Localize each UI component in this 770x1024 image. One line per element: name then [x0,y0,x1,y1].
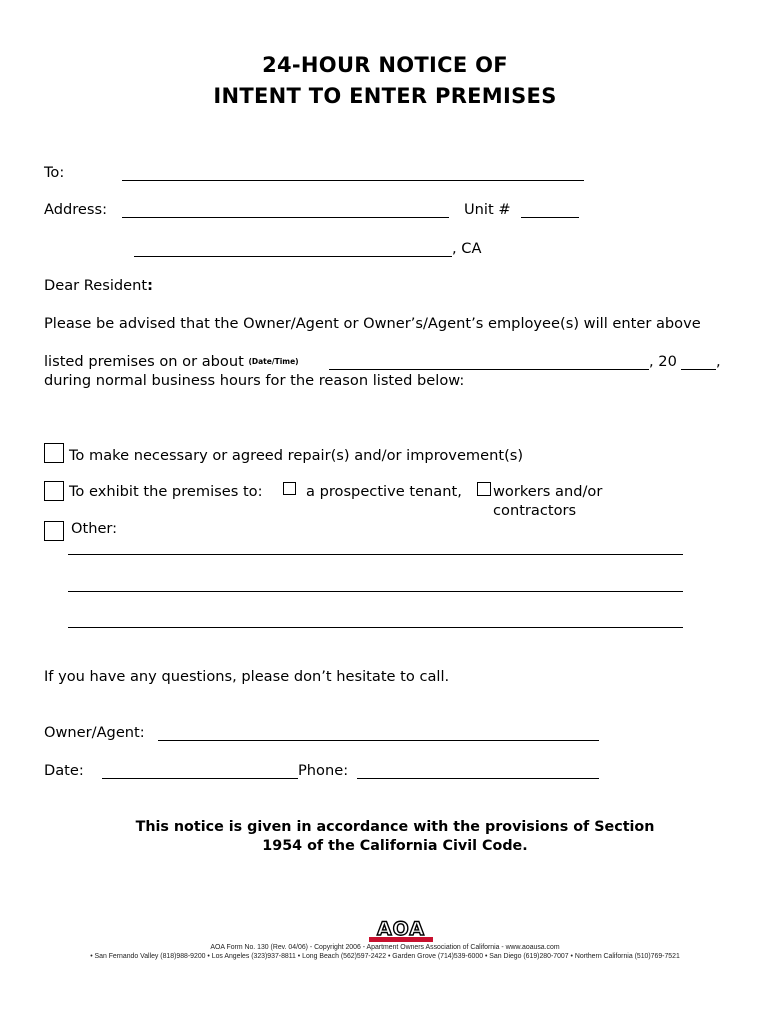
notice-paragraph-line1: Please be advised that the Owner/Agent or Owner’s/Agent’s employee(s) will enter above [44,315,701,332]
footer-offices: • San Fernando Valley (818)988-9200 • Los Angeles (323)937-8811 • Long Beach (562)597-2422 • Garden Grove (714)539-6000 • San Diego (619)280-7007 • Northern California (510)769-7521 [90,953,680,960]
date-label: Date: [44,762,84,779]
legal-notice-line1: This notice is given in accordance with the provisions of Section [135,819,655,835]
exhibit-label: To exhibit the premises to: [69,483,263,500]
owner-agent-label: Owner/Agent: [44,724,145,741]
other-checkbox[interactable] [44,521,64,541]
notice-paragraph-line3: during normal business hours for the reason listed below: [44,372,465,389]
prospective-tenant-checkbox[interactable] [283,482,296,495]
address-field[interactable] [122,217,449,218]
phone-label: Phone: [298,762,349,779]
footer-form-info: AOA Form No. 130 (Rev. 04/06) - Copyright 2006 - Apartment Owners Association of California - www.aoausa.com [210,944,560,951]
prospective-tenant-label: a prospective tenant, [306,483,462,500]
questions-text: If you have any questions, please don’t hesitate to call. [44,668,450,685]
repairs-label: To make necessary or agreed repair(s) and/or improvement(s) [69,447,524,464]
notice-paragraph-line2: listed premises on or about (Date/Time) [44,353,299,370]
comma: , [716,353,721,370]
other-reason-line-3[interactable] [68,627,683,628]
salutation: Dear Resident: [44,277,153,294]
state-suffix: , CA [452,240,482,257]
to-field[interactable] [122,180,584,181]
legal-notice-line2: 1954 of the California Civil Code. [262,838,528,854]
address-label: Address: [44,201,108,218]
other-label: Other: [71,520,118,537]
workers-label-line2: contractors [493,502,577,519]
logo-text: AOA [376,918,426,940]
datetime-note: (Date/Time) [248,357,299,366]
unit-label: Unit # [464,201,511,218]
owner-agent-field[interactable] [158,740,599,741]
date-field[interactable] [102,778,298,779]
unit-field[interactable] [521,217,579,218]
city-field[interactable] [134,256,452,257]
aoa-logo [367,915,435,945]
exhibit-checkbox[interactable] [44,481,64,501]
other-reason-line-2[interactable] [68,591,683,592]
phone-field[interactable] [357,778,599,779]
year-prefix: , 20 [649,353,677,370]
repairs-checkbox[interactable] [44,443,64,463]
entry-datetime-field[interactable] [329,369,649,370]
form-title-line2: INTENT TO ENTER PREMISES [213,84,557,108]
form-title-line1: 24-HOUR NOTICE OF [262,53,508,77]
workers-checkbox[interactable] [477,482,491,496]
year-field[interactable] [681,369,716,370]
workers-label-line1: workers and/or [493,483,603,500]
to-label: To: [44,164,65,181]
other-reason-line-1[interactable] [68,554,683,555]
